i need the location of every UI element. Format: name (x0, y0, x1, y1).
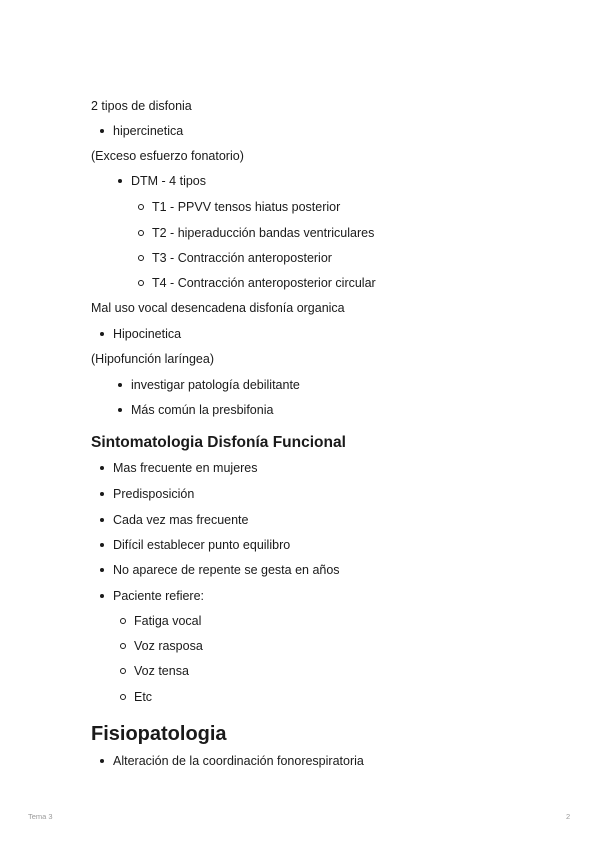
list-item-dtm-t2: T2 - hiperaducción bandas ventriculares (152, 226, 375, 240)
list-item-hipercinetica: hipercinetica (113, 124, 184, 138)
mal-uso-text: Mal uso vocal desencadena disfonía organica (91, 301, 345, 315)
list-item-sint-4: Difícil establecer punto equilibro (113, 538, 291, 552)
list-item-sint-2: Predisposición (113, 487, 195, 501)
list-item-dtm-t4: T4 - Contracción anteroposterior circular (152, 276, 376, 290)
list-item-paciente-2: Voz rasposa (134, 639, 203, 653)
list-item-sint-3: Cada vez mas frecuente (113, 513, 249, 527)
footer-page-number: 2 (566, 812, 571, 821)
list-item-hipo-1: investigar patología debilitante (131, 378, 300, 392)
list-item-dtm-t3: T3 - Contracción anteroposterior (152, 251, 332, 265)
list-item-paciente-4: Etc (134, 690, 153, 704)
list-item-fisio-1: Alteración de la coordinación fonorespiratoria (113, 754, 364, 768)
list-item-hipocinetica: Hipocinetica (113, 327, 182, 341)
intro-text: 2 tipos de disfonia (91, 99, 192, 113)
list-item-sint-1: Mas frecuente en mujeres (113, 461, 258, 475)
heading-fisiopatologia: Fisiopatologia (91, 723, 227, 745)
list-item-dtm: DTM - 4 tipos (131, 174, 207, 188)
list-item-sint-5: No aparece de repente se gesta en años (113, 563, 340, 577)
list-item-sint-6: Paciente refiere: (113, 589, 205, 603)
list-item-paciente-1: Fatiga vocal (134, 614, 202, 628)
heading-sintomatologia: Sintomatologia Disfonía Funcional (91, 434, 346, 451)
footer-left: Tema 3 (28, 812, 53, 821)
hipocinetica-note: (Hipofunción laríngea) (91, 352, 214, 366)
list-item-hipo-2: Más común la presbifonia (131, 403, 274, 417)
list-item-dtm-t1: T1 - PPVV tensos hiatus posterior (152, 200, 341, 214)
hipercinetica-note: (Exceso esfuerzo fonatorio) (91, 149, 244, 163)
list-item-paciente-3: Voz tensa (134, 664, 189, 678)
